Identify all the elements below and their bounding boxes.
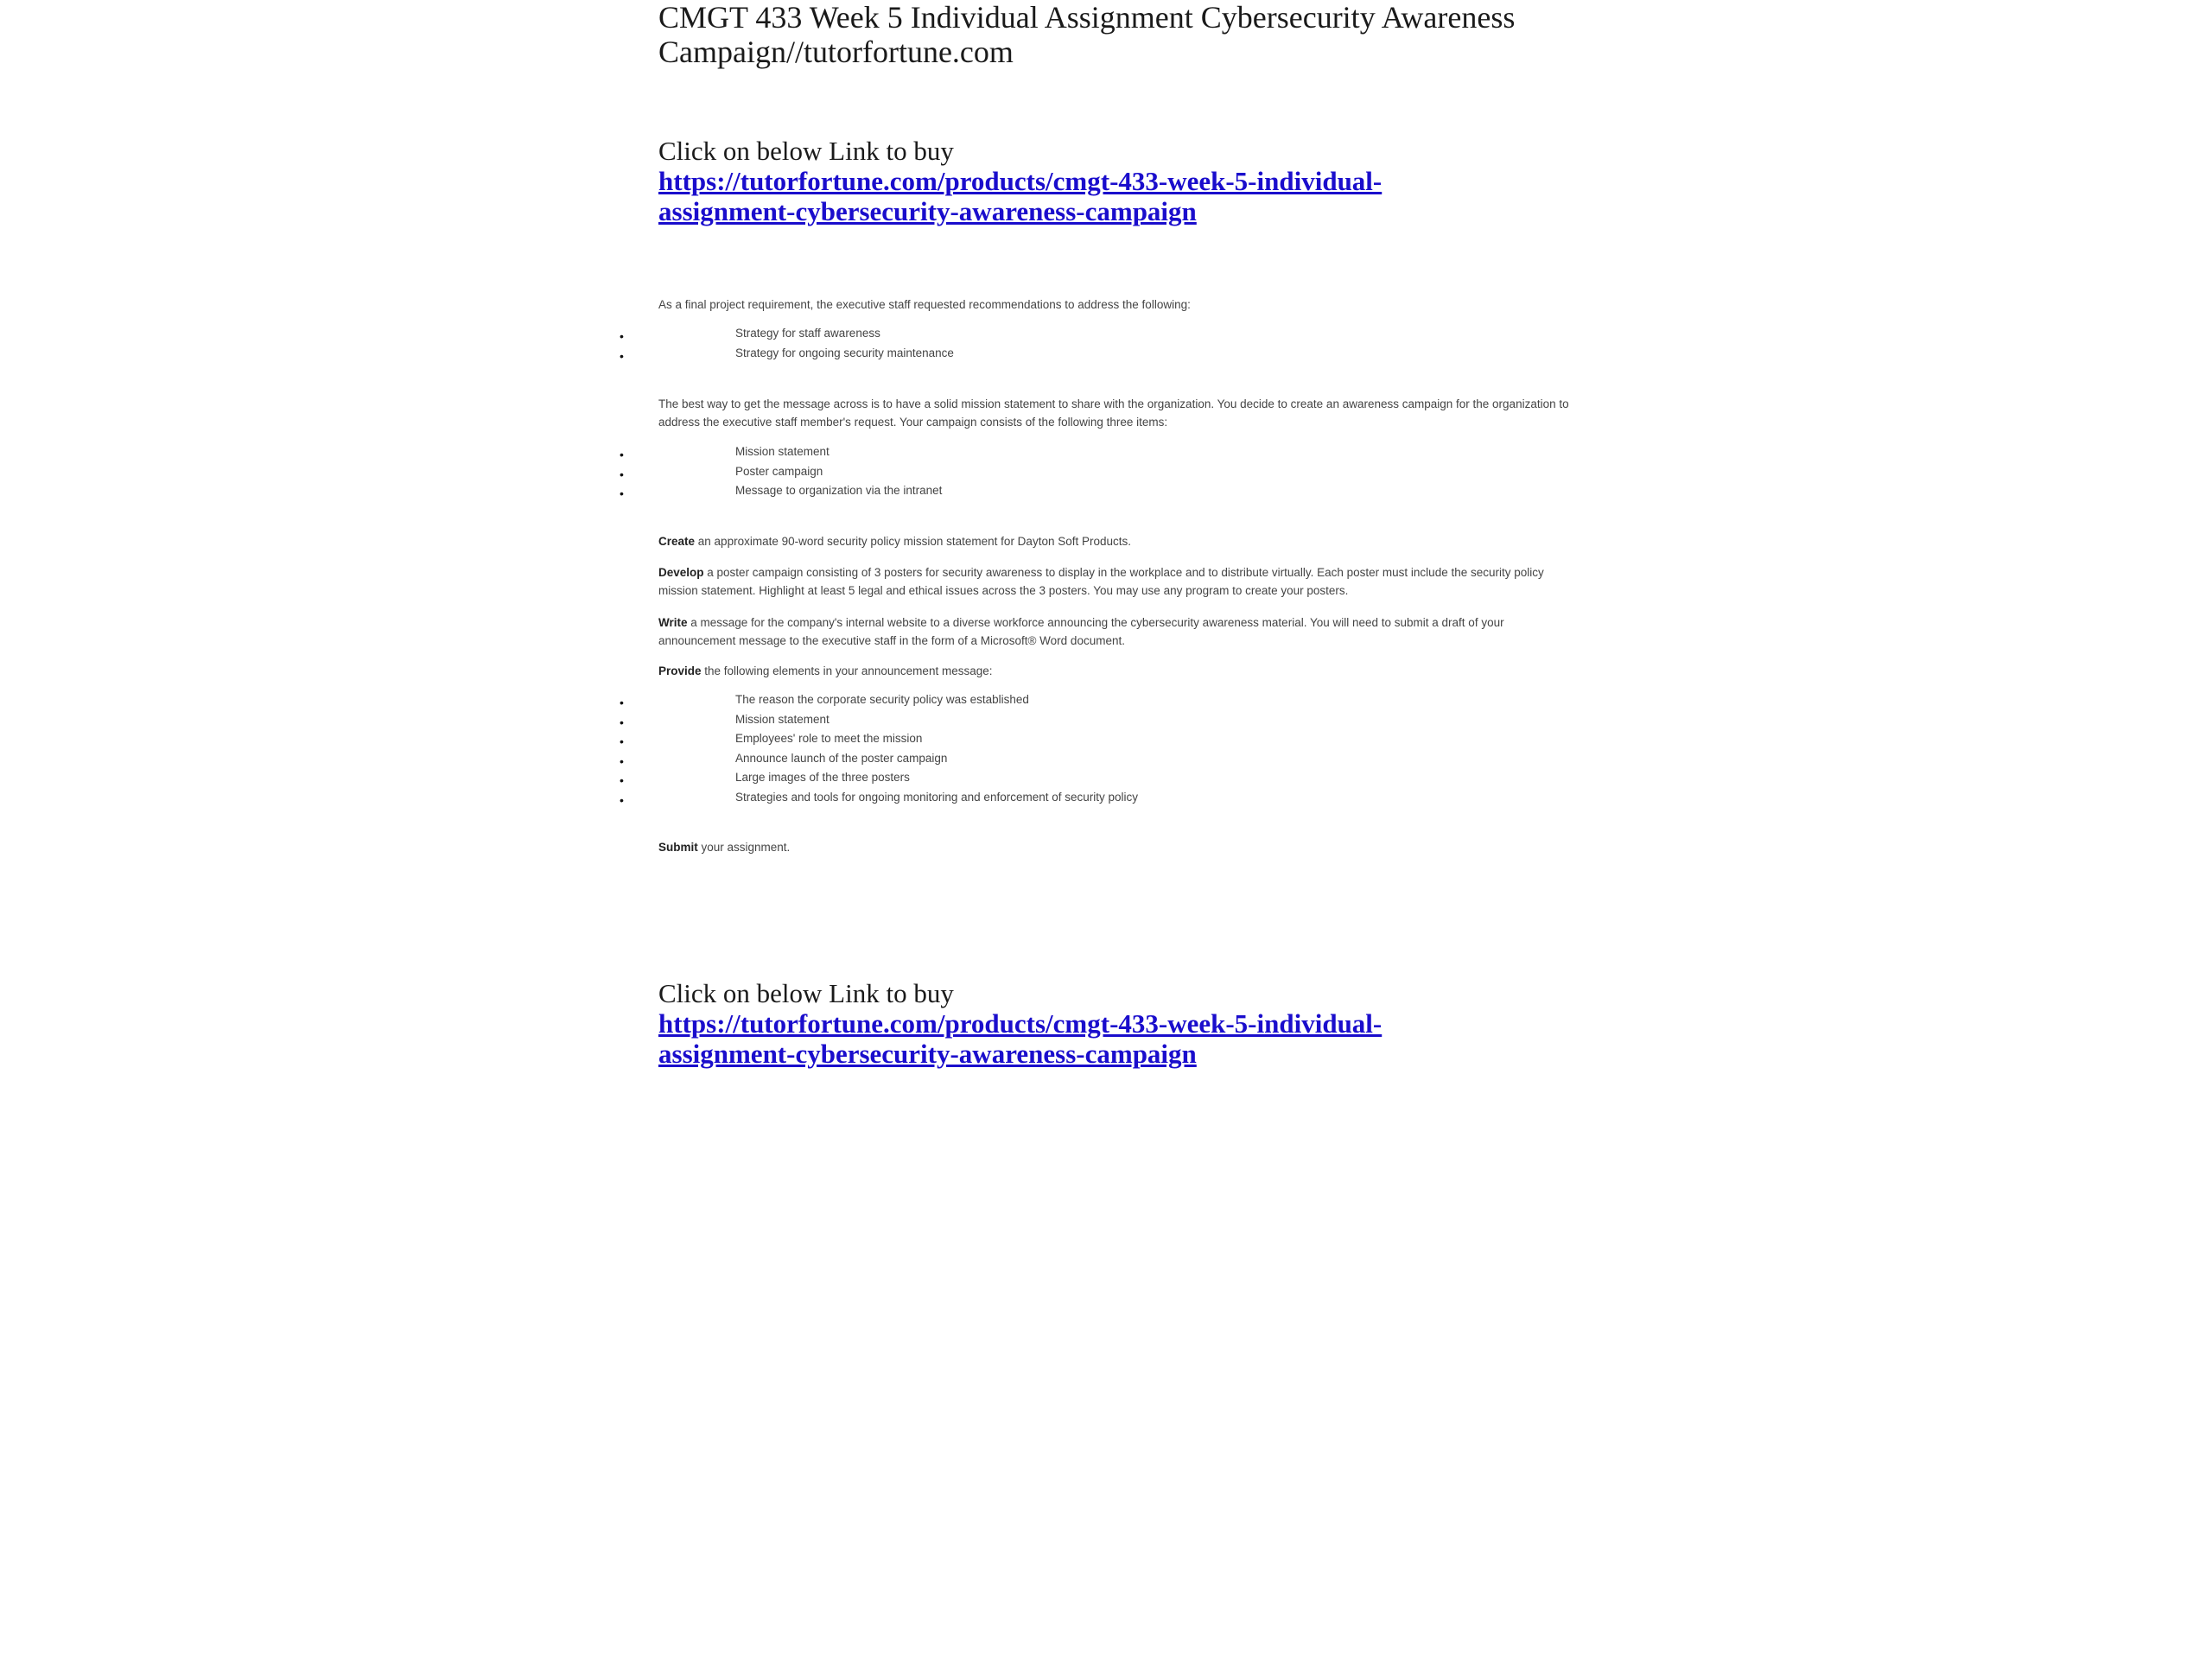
bullet: • [620,792,624,807]
provide-keyword: Provide [658,664,702,677]
bullet: • [620,773,624,787]
bullet: • [620,753,624,768]
bullet: • [620,467,624,481]
buy-link[interactable]: https://tutorfortune.com/products/cmgt-433-week-5-individual-assignment-cybersecurity-awareness-campaign [658,1008,1382,1069]
create-instruction: Create an approximate 90-word security policy mission statement for Dayton Soft Products. [658,535,1132,548]
intro-paragraph: As a final project requirement, the executive staff requested recommendations to address the following: [658,298,1191,311]
submit-keyword: Submit [658,841,698,854]
bullet: • [620,329,624,343]
buy-lead-text: Click on below Link to buy [658,978,954,1008]
submit-instruction: Submit your assignment. [658,841,791,854]
bullet: • [620,486,624,500]
bullet: • [620,715,624,729]
write-instruction: Write a message for the company's internal website to a diverse workforce announcing the cybersecurity awareness material. You will need to submit a draft of your announcement message to the executive staff in the form of a Microsoft® Word document. [658,616,1504,647]
write-keyword: Write [658,616,688,629]
bullet: • [620,734,624,748]
create-keyword: Create [658,535,696,548]
document-title: CMGT 433 Week 5 Individual Assignment Cybersecurity Awareness Campaign//tutorfortune.com [658,0,1516,69]
document-page: CMGT 433 Week 5 Individual Assignment Cybersecurity Awareness Campaign//tutorfortune.com Click on below Link to buy https://tutorfortune.com/products/cmgt-433-week-5-individual-assignment-cybersecurity-awareness-campaign As a final project requirement, the executive staff requested recommendations to address the following: • Strategy for staff awareness • Strategy for ongoing security maintenance The best way to get the message across is to have a solid mission statement to share with the organization. You decide to create an awareness campaign for the organization to address the executive staff member's request. Your campaign consists of the following three items: • Mission statement • Poster campaign • Message to organization via the intranet Create an approximate 90-word security policy mission statement for Dayton Soft Products. Develop a poster campaign consisting of 3 posters for security awareness to display in the workplace and to distribute virtually. Each poster must include the security policy mission statement. Highlight at least 5 legal and ethical issues across the 3 posters. You may use any program to create your posters. Write a message for the company's internal website to a diverse workforce announcing the cybersecurity awareness material. You will need to submit a draft of your announcement message to the executive staff in the form of a Microsoft® Word document. Provide the following elements in your announcement message: • The reason the corporate security policy was established • Mission statement • Employees' role to meet the mission • Announce launch of the poster campaign • Large images of the three posters • Strategies and tools for ongoing monitoring and enforcement of security policy Submit your assignment. Click on below Link to buy https://tutorfortune.com/products/cmgt-433-week-5-individual-assignment-cybersecurity-awareness-campaign [0,0,2212,1659]
provide-instruction: Provide the following elements in your announcement message: [658,664,993,677]
campaign-paragraph: The best way to get the message across is to have a solid mission statement to share with the organization. You decide to create an awareness campaign for the organization to address the executive staff member's request. Your campaign consists of the following three items: [658,397,1569,429]
develop-instruction: Develop a poster campaign consisting of 3 posters for security awareness to display in the workplace and to distribute virtually. Each poster must include the security policy mission statement. Highlight at least 5 legal and ethical issues across the 3 posters. You may use any program to create your posters. [658,566,1544,597]
bullet: • [620,696,624,709]
bullet: • [620,448,624,461]
buy-link-block-top [658,136,1609,226]
buy-link[interactable]: https://tutorfortune.com/products/cmgt-433-week-5-individual-assignment-cybersecurity-awareness-campaign [658,166,1382,226]
buy-link-block-bottom [658,978,1609,1069]
buy-lead-text: Click on below Link to buy [658,136,954,166]
develop-keyword: Develop [658,566,704,579]
bullet: • [620,348,624,363]
